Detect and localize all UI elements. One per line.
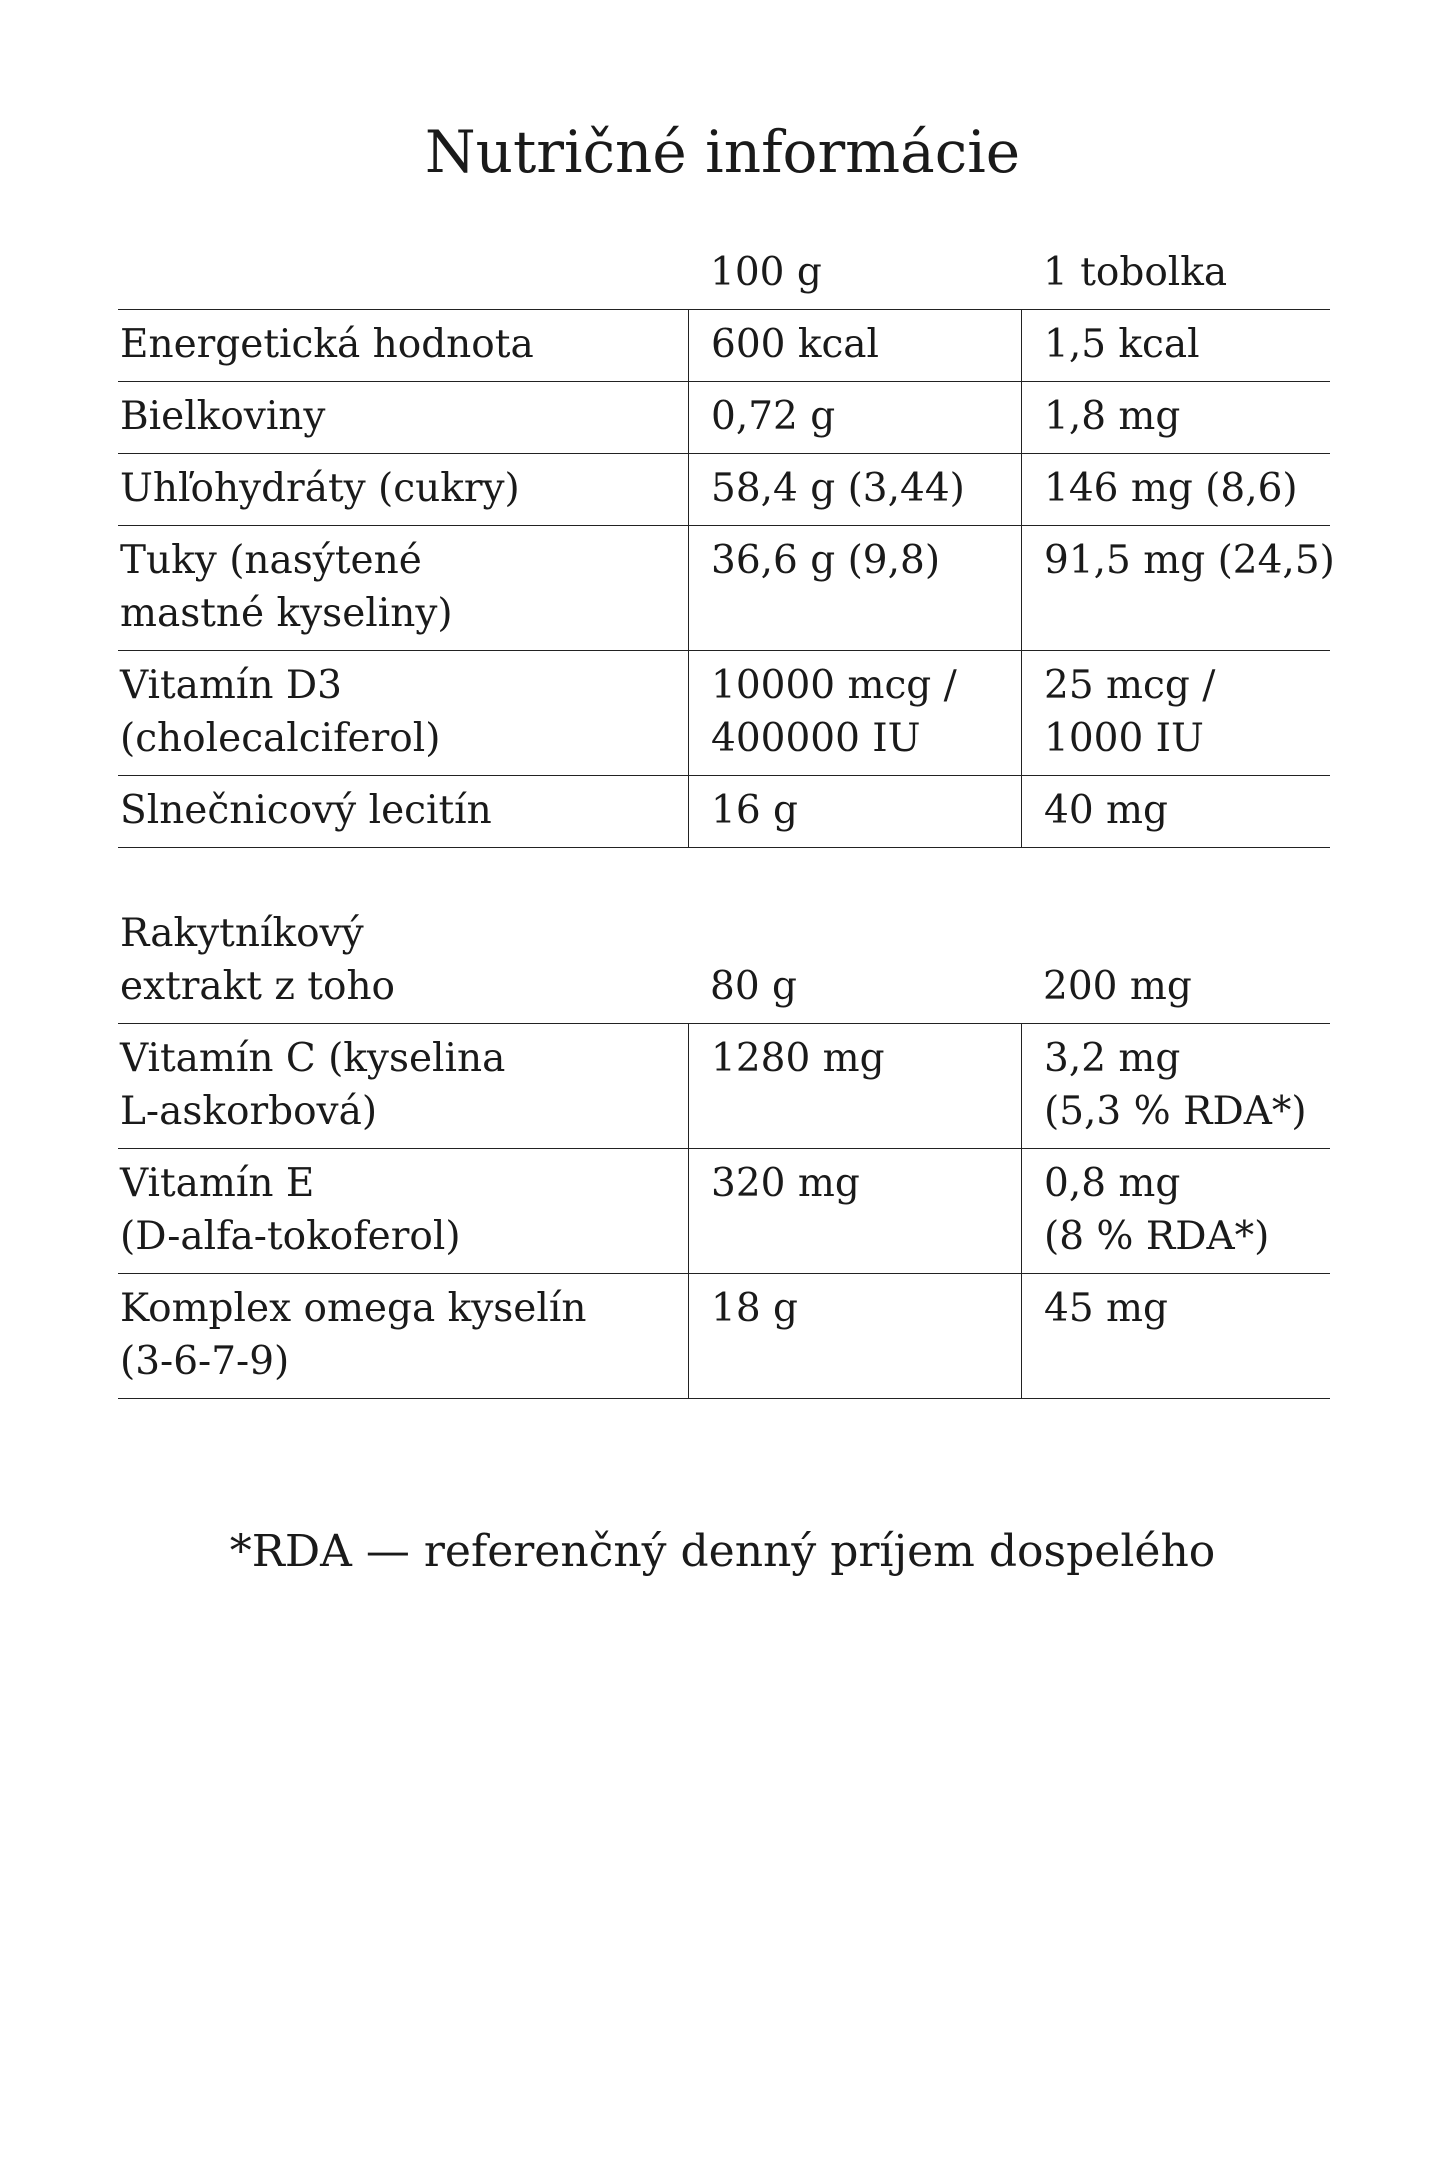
cell-text-line: 36,6 g (9,8): [711, 538, 941, 583]
table-row: [118, 382, 1330, 454]
table-header-row: [118, 238, 1330, 310]
value-per-capsule-cell: [1021, 1274, 1330, 1398]
cell-text-line: Uhľohydráty (cukry): [120, 466, 520, 511]
cell-text-line: Tuky (nasýtené: [120, 538, 422, 583]
value-per-100g-cell: [688, 454, 1021, 525]
table-row: [118, 651, 1330, 776]
cell-text-line: 400000 IU: [711, 716, 921, 761]
cell-text-line: 320 mg: [711, 1161, 860, 1206]
cell-text-line: (5,3 % RDA*): [1044, 1089, 1307, 1134]
header-per-100g: 80 g: [710, 964, 797, 1009]
cell-text-line: L-askorbová): [120, 1089, 378, 1134]
page-title: Nutričné informácie: [424, 118, 1021, 186]
row-label-cell: [118, 310, 688, 381]
value-per-100g-cell: [688, 310, 1021, 381]
row-label-cell: [118, 1149, 688, 1273]
value-per-capsule-cell: [1021, 454, 1330, 525]
value-per-100g-cell: [688, 526, 1021, 650]
table-row: [118, 1024, 1330, 1149]
cell-text-line: 1,5 kcal: [1044, 322, 1200, 367]
table-row: [118, 310, 1330, 382]
value-per-capsule-cell: [1021, 776, 1330, 847]
table-header-row: [118, 899, 1330, 1024]
value-per-capsule-cell: [1021, 1024, 1330, 1148]
cell-text-line: 600 kcal: [711, 322, 880, 367]
cell-text-line: 58,4 g (3,44): [711, 466, 965, 511]
table-row: [118, 776, 1330, 848]
header-label-cell: [118, 238, 688, 309]
cell-text-line: 45 mg: [1044, 1286, 1168, 1331]
cell-text-line: Vitamín C (kyselina: [120, 1036, 506, 1081]
cell-text-line: Slnečnicový lecitín: [120, 788, 492, 833]
header-per-capsule: 200 mg: [1043, 964, 1192, 1009]
cell-text-line: Energetická hodnota: [120, 322, 534, 367]
value-per-100g-cell: [688, 1024, 1021, 1148]
cell-text-line: (3-6-7-9): [120, 1339, 290, 1384]
value-per-100g-cell: [688, 1149, 1021, 1273]
cell-text-line: 10000 mcg /: [711, 663, 957, 708]
cell-text-line: mastné kyseliny): [120, 591, 453, 636]
cell-text-line: 1,8 mg: [1044, 394, 1181, 439]
row-label-cell: [118, 651, 688, 775]
cell-text-line: Vitamín D3: [120, 663, 342, 708]
row-label-cell: [118, 454, 688, 525]
value-per-capsule-cell: [1021, 651, 1330, 775]
value-per-capsule-cell: [1021, 526, 1335, 650]
cell-text-line: 40 mg: [1044, 788, 1168, 833]
cell-text-line: 1280 mg: [711, 1036, 885, 1081]
row-label-cell: [118, 382, 688, 453]
value-per-100g-cell: [688, 651, 1021, 775]
value-per-capsule-cell: [1021, 310, 1330, 381]
header-label-cell: Rakytníkový extrakt z toho: [120, 911, 396, 1009]
table-row: [118, 526, 1335, 651]
header-per-capsule: 1 tobolka: [1043, 250, 1228, 295]
value-per-100g-cell: [688, 1274, 1021, 1398]
extract-table: [118, 899, 1330, 1399]
value-per-capsule-cell: [1021, 382, 1330, 453]
cell-text-line: 146 mg (8,6): [1044, 466, 1298, 511]
value-per-100g-cell: [688, 776, 1021, 847]
cell-text-line: 0,8 mg: [1044, 1161, 1181, 1206]
value-per-100g-cell: [688, 382, 1021, 453]
cell-text-line: 1000 IU: [1044, 716, 1204, 761]
cell-text-line: 25 mcg /: [1044, 663, 1216, 708]
cell-text-line: (D-alfa-tokoferol): [120, 1214, 461, 1259]
table-row: [118, 1274, 1330, 1399]
cell-text-line: Vitamín E: [120, 1161, 315, 1206]
row-label-cell: [118, 1024, 688, 1148]
row-label-cell: [118, 1274, 688, 1398]
cell-text-line: 18 g: [711, 1286, 798, 1331]
cell-text-line: (cholecalciferol): [120, 716, 441, 761]
nutrition-table: [118, 238, 1335, 848]
cell-text-line: 3,2 mg: [1044, 1036, 1181, 1081]
cell-text-line: 91,5 mg (24,5): [1044, 538, 1335, 583]
cell-text-line: Bielkoviny: [120, 394, 326, 439]
cell-text-line: 16 g: [711, 788, 798, 833]
table-row: [118, 1149, 1330, 1274]
header-per-100g: 100 g: [710, 250, 822, 295]
table-row: [118, 454, 1330, 526]
cell-text-line: 0,72 g: [711, 394, 836, 439]
cell-text-line: (8 % RDA*): [1044, 1214, 1270, 1259]
row-label-cell: [118, 526, 688, 650]
rda-footnote: *RDA — referenčný denný príjem dospelého: [229, 1526, 1216, 1577]
row-label-cell: [118, 776, 688, 847]
cell-text-line: Komplex omega kyselín: [120, 1286, 587, 1331]
value-per-capsule-cell: [1021, 1149, 1330, 1273]
